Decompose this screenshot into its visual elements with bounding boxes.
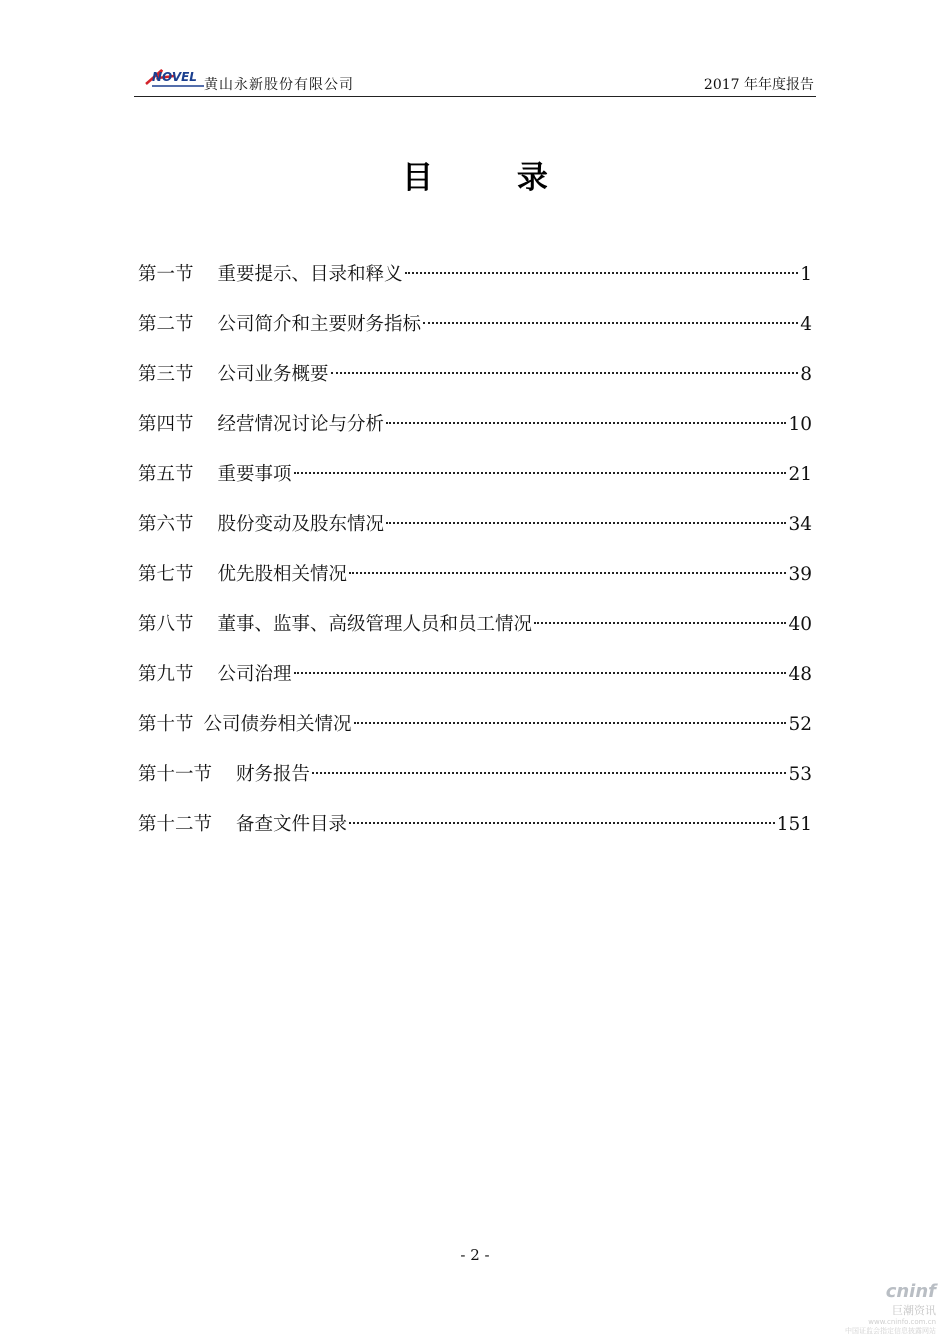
toc-section-label: 第六节 [138, 514, 194, 535]
toc-leader-dots [405, 272, 799, 274]
toc-section-label: 第八节 [138, 614, 194, 635]
report-title: 2017 年年度报告 [703, 77, 814, 93]
toc-leader-dots [331, 372, 799, 374]
toc-page-number: 39 [788, 564, 812, 585]
toc-entry-title [138, 758, 310, 792]
toc-section-label: 第二节 [138, 314, 194, 335]
toc-section-label: 第十节 [138, 714, 194, 735]
toc-entry[interactable] [138, 408, 812, 458]
toc-section-name: 备查文件目录 [236, 814, 348, 835]
toc-page-number: 40 [788, 614, 812, 635]
novel-logo [144, 64, 206, 92]
toc-page-number: 4 [800, 314, 812, 335]
toc-section-label: 第十二节 [138, 814, 213, 835]
toc-page-number: 21 [788, 464, 812, 485]
toc-entry-title [138, 608, 532, 642]
toc-entry[interactable] [138, 808, 812, 858]
watermark-cn: 巨潮资讯 [892, 1304, 936, 1317]
toc-page-number: 1 [800, 264, 812, 285]
toc-entry[interactable] [138, 308, 812, 358]
toc-section-name: 重要事项 [217, 464, 292, 485]
toc-entry[interactable] [138, 358, 812, 408]
toc-entry[interactable] [138, 258, 812, 308]
toc-section-name: 公司治理 [217, 664, 292, 685]
toc-title [0, 152, 950, 197]
toc-page-number: 8 [800, 364, 812, 385]
toc-section-name: 财务报告 [236, 764, 311, 785]
toc-entry[interactable] [138, 558, 812, 608]
toc-leader-dots [312, 772, 786, 774]
page-number: - 2 - [460, 1246, 490, 1264]
toc-leader-dots [294, 672, 787, 674]
watermark-brand: cninf [885, 1281, 936, 1302]
toc-section-label: 第一节 [138, 264, 194, 285]
toc-leader-dots [423, 322, 798, 324]
toc-entry-title [138, 658, 292, 692]
toc-section-label: 第七节 [138, 564, 194, 585]
toc-entry[interactable] [138, 458, 812, 508]
toc-leader-dots [294, 472, 787, 474]
toc-page-number: 10 [788, 414, 812, 435]
company-name: 黄山永新股份有限公司 [204, 77, 354, 93]
toc-entry-title [138, 408, 384, 442]
toc-page-number: 52 [788, 714, 812, 735]
toc-entry-title [138, 308, 421, 342]
toc-entry-title [138, 258, 403, 292]
toc-section-label: 第九节 [138, 664, 194, 685]
toc-entry[interactable] [138, 708, 812, 758]
toc-section-name: 股份变动及股东情况 [217, 514, 385, 535]
svg-text:NOVEL: NOVEL [152, 70, 197, 84]
toc-entry-title [138, 708, 352, 742]
toc-section-label: 第四节 [138, 414, 194, 435]
page-header [134, 62, 816, 97]
toc-section-label: 第五节 [138, 464, 194, 485]
cninfo-watermark [826, 1281, 936, 1336]
toc-section-name: 董事、监事、高级管理人员和员工情况 [217, 614, 533, 635]
toc-title-char-2: 录 [516, 160, 548, 196]
toc-leader-dots [386, 422, 786, 424]
toc-entry[interactable] [138, 608, 812, 658]
toc-section-label: 第三节 [138, 364, 194, 385]
toc-leader-dots [354, 722, 787, 724]
toc-title-char-1: 目 [402, 160, 434, 196]
toc-leader-dots [534, 622, 786, 624]
toc-entry-title [138, 358, 329, 392]
toc-page-number: 53 [788, 764, 812, 785]
toc-entry-title [138, 508, 384, 542]
toc-leader-dots [349, 572, 786, 574]
toc-section-name: 重要提示、目录和释义 [217, 264, 403, 285]
toc-entry[interactable] [138, 758, 812, 808]
toc-page-number: 151 [776, 814, 812, 835]
toc-entry[interactable] [138, 508, 812, 558]
toc-section-name: 经营情况讨论与分析 [217, 414, 385, 435]
toc-section-name: 公司债券相关情况 [203, 714, 352, 735]
toc-section-name: 优先股相关情况 [217, 564, 348, 585]
toc-entry-title [138, 458, 292, 492]
toc-page-number: 48 [788, 664, 812, 685]
toc-entry-title [138, 808, 347, 842]
toc-entry[interactable] [138, 658, 812, 708]
toc-page-number: 34 [788, 514, 812, 535]
toc-section-name: 公司业务概要 [217, 364, 329, 385]
table-of-contents [138, 258, 812, 858]
watermark-desc: 中国证监会指定信息披露网站 [845, 1327, 936, 1335]
toc-section-name: 公司简介和主要财务指标 [217, 314, 422, 335]
toc-leader-dots [386, 522, 786, 524]
toc-entry-title [138, 558, 347, 592]
watermark-url: www.cninfo.com.cn [868, 1318, 936, 1326]
toc-leader-dots [349, 822, 775, 824]
toc-section-label: 第十一节 [138, 764, 213, 785]
